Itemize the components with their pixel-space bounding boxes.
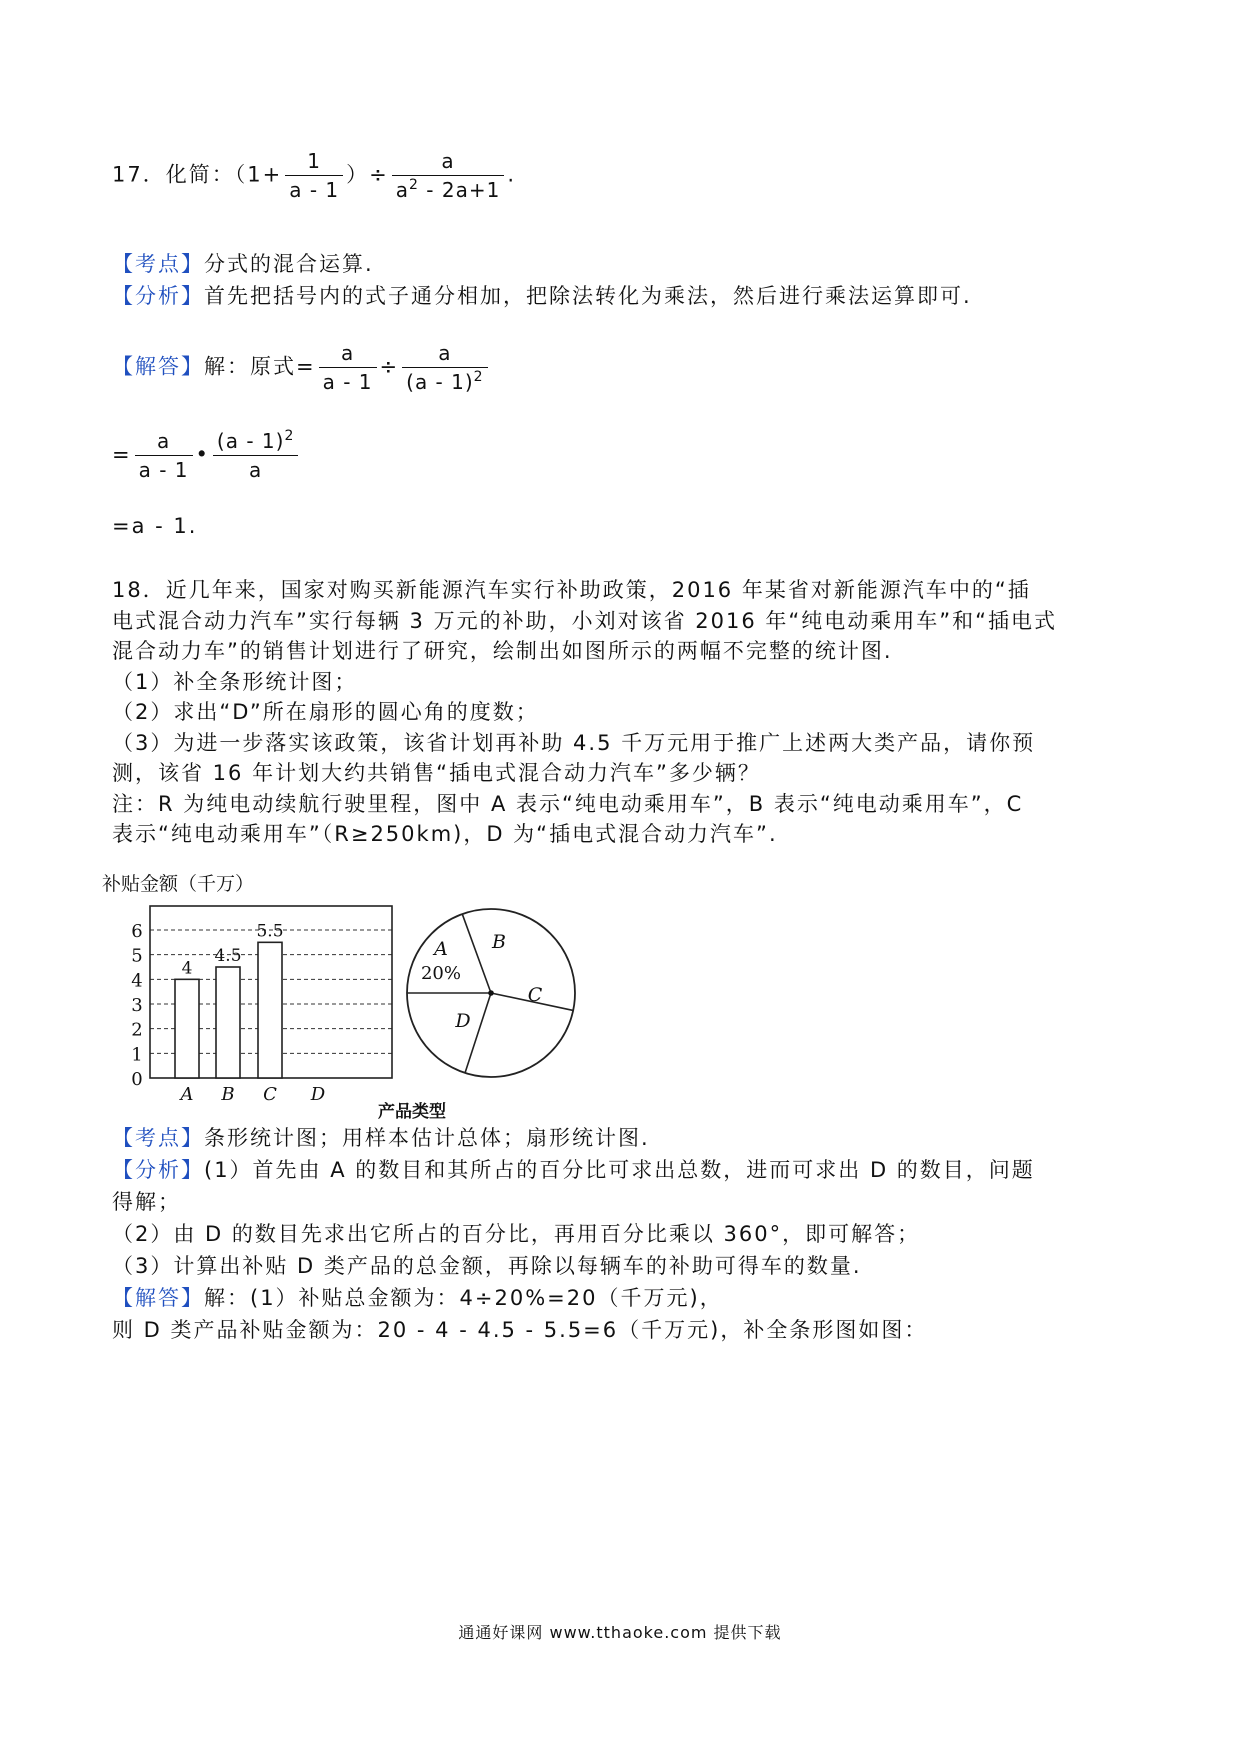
bar-chart — [131, 906, 392, 1105]
fenxi-tag: 【分析】 — [112, 284, 204, 308]
q18-line: 注：R 为纯电动续航行驶里程，图中 A 表示“纯电动乘用车”，B 表示“纯电动乘用车”，C — [112, 791, 1024, 816]
pie-chart — [407, 909, 575, 1077]
jieda-lead: 解：原式= — [204, 354, 316, 379]
q17-prefix: 化简：（1+ — [165, 162, 283, 187]
q18-line: （1）补全条形统计图； — [112, 669, 358, 694]
q18-line: 测，该省 16 年计划大约共销售“插电式混合动力汽车”多少辆？ — [112, 761, 761, 785]
q17-mid: ）÷ — [346, 162, 389, 187]
kaodian-tag: 【考点】 — [112, 1126, 204, 1150]
jieda-text: 则 D 类产品补贴金额为：20 - 4 - 4.5 - 5.5=6（千万元)，补全条形图如图： — [112, 1318, 928, 1342]
fenxi-tag: 【分析】 — [112, 1158, 204, 1182]
q17-fraction-1 — [285, 148, 343, 203]
y-tick-label: 0 — [131, 1069, 143, 1090]
fenxi-text: （3）计算出补贴 D 类产品的总金额，再除以每辆车的补助可得车的数量. — [112, 1254, 862, 1278]
q17-end: . — [507, 162, 517, 187]
bar-ylabel: 补贴金额（千万） — [102, 873, 255, 895]
y-tick-label: 5 — [131, 945, 143, 967]
q17-jieda-line2: = $\frac{a}{a - 1}$ • $\frac{(a - 1)^2}{a}$ — [112, 428, 1132, 483]
fenxi-text: 得解； — [112, 1190, 181, 1214]
bar-xlabel: 产品类型 — [378, 1102, 446, 1120]
bar-value-label: 5.5 — [256, 921, 284, 942]
x-category-label: D — [310, 1084, 326, 1105]
q17-statement — [112, 148, 1132, 203]
jieda-fraction-d: $\frac{(a - 1)^2}{a}$ — [213, 428, 298, 483]
jieda-tag: 【解答】 — [112, 354, 204, 379]
fenxi-text: （2）由 D 的数目先求出它所占的百分比，再用百分比乘以 360°，即可解答； — [112, 1222, 921, 1246]
q18-analysis — [112, 1122, 1132, 1346]
q18-figures — [100, 860, 660, 1120]
pie-label-d: D — [455, 1010, 471, 1032]
q18-line: （3）为进一步落实该政策，该省计划再补助 4.5 千万元用于推广上述两大类产品，请你预 — [112, 730, 1036, 755]
kaodian-tag: 【考点】 — [112, 252, 204, 276]
fraction-denominator: a - 1 — [289, 178, 340, 202]
jieda-fraction-b: $\frac{a}{(a - 1)^2}$ — [402, 340, 487, 395]
fraction-numerator: a — [392, 148, 505, 176]
bar-c — [258, 942, 282, 1078]
q18-line: 电式混合动力汽车”实行每辆 3 万元的补助，小刘对该省 2016 年“纯电动乘用车”和“插电式 — [112, 608, 1058, 633]
y-tick-label: 3 — [131, 995, 143, 1016]
pie-value-label: 20% — [420, 963, 462, 984]
x-category-label: A — [180, 1084, 194, 1105]
q17-kaodian — [112, 248, 1132, 312]
x-category-label: B — [221, 1084, 235, 1105]
fenxi-text: (1）首先由 A 的数目和其所占的百分比可求出总数，进而可求出 D 的数目，问题 — [204, 1158, 1035, 1182]
q18-line: 18．近几年来，国家对购买新能源汽车实行补助政策，2016 年某省对新能源汽车中的“插 — [112, 578, 1031, 602]
kaodian-text: 分式的混合运算. — [204, 252, 374, 276]
fenxi-text: 首先把括号内的式子通分相加，把除法转化为乘法，然后进行乘法运算即可. — [204, 284, 972, 308]
x-category-label: C — [263, 1084, 277, 1105]
bar-b — [216, 967, 240, 1078]
kaodian-text: 条形统计图；用样本估计总体；扇形统计图. — [204, 1126, 650, 1150]
q18-statement — [112, 575, 1132, 850]
bar-a — [175, 979, 199, 1078]
bar-value-label: 4 — [181, 958, 193, 979]
jieda-fraction-c: $\frac{a}{a - 1}$ — [135, 428, 193, 483]
q18-line: （2）求出“D”所在扇形的圆心角的度数； — [112, 700, 539, 724]
jieda-fraction-a: $\frac{a}{a - 1}$ — [319, 340, 377, 395]
pie-label-a: A — [434, 938, 448, 960]
q17-jieda-line1: 【解答】解：原式= $\frac{a}{a - 1}$ ÷ $\frac{a}{(a - 1)^2}$ — [112, 340, 1132, 395]
q17-final: =a - 1. — [112, 514, 198, 538]
q18-line: 混合动力车”的销售计划进行了研究，绘制出如图所示的两幅不完整的统计图. — [112, 639, 893, 663]
y-tick-label: 2 — [131, 1019, 143, 1041]
page-footer: 通通好课网 www.tthaoke.com 提供下载 — [458, 1623, 782, 1642]
pie-label-c: C — [527, 984, 543, 1006]
jieda-tag: 【解答】 — [112, 1286, 204, 1310]
pie-center-dot — [488, 990, 494, 996]
fraction-numerator: 1 — [285, 148, 343, 176]
bar-value-label: 4.5 — [214, 946, 242, 966]
y-tick-label: 1 — [131, 1044, 143, 1066]
jieda-text: 解：(1）补贴总金额为：4÷20%=20（千万元)， — [204, 1286, 723, 1310]
y-tick-label: 4 — [131, 970, 143, 992]
q18-line: 表示“纯电动乘用车”（R≥250km)，D 为“插电式混合动力汽车”. — [112, 822, 778, 846]
fraction-denominator: $a^2 - 2a+1$ — [395, 177, 501, 202]
q17-fraction-2 — [392, 148, 505, 203]
pie-label-b: B — [492, 931, 506, 953]
q17-number: 17． — [112, 162, 166, 187]
y-tick-label: 6 — [131, 921, 143, 942]
